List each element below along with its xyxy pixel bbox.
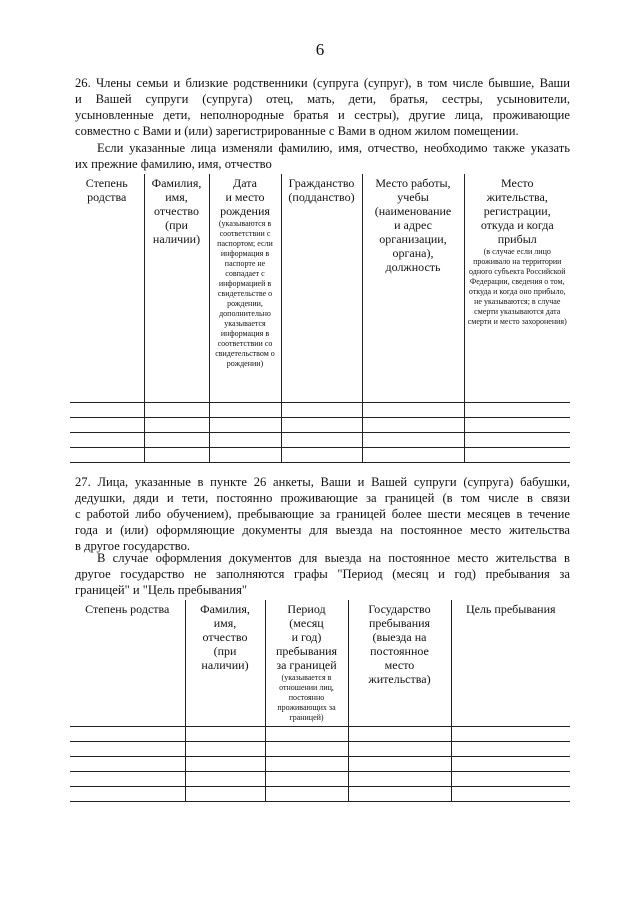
column-header-line: имя, (165, 190, 188, 204)
table-cell[interactable] (70, 741, 185, 756)
table-cell[interactable] (362, 402, 464, 417)
abroad-table-header (70, 600, 570, 726)
column-header-line: Место работы, (375, 176, 451, 190)
section-26-line: совместно с Вами и (или) зарегистрированные с Вами в одном жилом помещении. (75, 124, 519, 138)
table-cell[interactable] (70, 447, 144, 462)
relatives-table-body (70, 402, 570, 462)
column-header-line: пребывания (275, 644, 338, 658)
table-cell[interactable] (265, 726, 348, 741)
table-cell[interactable] (70, 402, 144, 417)
table-cell[interactable] (265, 771, 348, 786)
section-27-text (75, 474, 570, 554)
column-header (451, 600, 570, 726)
column-header-line: (подданство) (288, 190, 355, 204)
column-header-line: Государство (368, 602, 431, 616)
table-cell[interactable] (265, 756, 348, 771)
column-header (70, 174, 144, 402)
column-header-line: (при (213, 644, 237, 658)
section-26-line: и Вашей супруги (супруга) отец, мать, дети, братья, сестры, усыновители, (75, 92, 570, 106)
table-cell[interactable] (209, 417, 281, 432)
table-cell[interactable] (70, 786, 185, 801)
section-27-note-line: другое государство не заполняются графы "Период (месяц и год) пребывания за (75, 567, 570, 581)
section-26-note (75, 140, 570, 172)
column-header-line: (выезда на (372, 630, 427, 644)
table-row (70, 786, 570, 801)
column-header-line: откуда и когда (480, 218, 554, 232)
column-header-line: регистрации, (483, 204, 551, 218)
table-cell[interactable] (144, 402, 209, 417)
abroad-relatives-table (70, 600, 570, 802)
column-header-note: (указываются в соответствии с паспортом; если информация в паспорте не совпадает с информацией в свидетельстве о рождении, дополнительно указывается информация в соответствии со свидетельством о рождении) (215, 219, 275, 368)
column-header-line: постоянное (370, 644, 429, 658)
table-cell[interactable] (281, 402, 362, 417)
column-header-line: Цель пребывания (465, 602, 556, 616)
column-header-note: (указывается в отношении лиц, постоянно проживающих за границей) (277, 673, 336, 722)
table-cell[interactable] (281, 432, 362, 447)
table-cell[interactable] (348, 756, 451, 771)
table-cell[interactable] (464, 402, 570, 417)
table-row (70, 402, 570, 417)
column-header-line: учебы (397, 190, 429, 204)
column-header-line: организации, (379, 232, 447, 246)
table-cell[interactable] (144, 447, 209, 462)
table-cell[interactable] (348, 771, 451, 786)
relatives-table (70, 174, 570, 463)
column-header-line: место (384, 658, 415, 672)
section-26-note-line: Если указанные лица изменяли фамилию, имя, отчество, необходимо также указать (97, 141, 570, 155)
table-cell[interactable] (70, 432, 144, 447)
section-26-text (75, 75, 570, 139)
table-cell[interactable] (209, 447, 281, 462)
column-header-line: (месяц (289, 616, 324, 630)
column-header-line: и место (225, 190, 265, 204)
relatives-table-header (70, 174, 570, 402)
column-header-line: и адрес (394, 218, 432, 232)
column-header-line: органа), (392, 246, 434, 260)
section-27-note-line: В случае оформления документов для выезда на постоянное место жительства в (97, 551, 570, 565)
table-row (70, 756, 570, 771)
table-cell[interactable] (185, 756, 265, 771)
column-header (144, 174, 209, 402)
column-header-line: Дата (233, 176, 257, 190)
table-row (70, 771, 570, 786)
column-header-line: (при (165, 218, 188, 232)
column-header-line: Место (500, 176, 534, 190)
table-row (70, 447, 570, 462)
section-26-line: 26. Члены семьи и близкие родственники (супруга (супруг), в том числе бывшие, Ваши (75, 76, 570, 90)
table-cell[interactable] (451, 786, 570, 801)
table-cell[interactable] (265, 786, 348, 801)
column-header-line: Степень родства (85, 602, 170, 616)
table-cell[interactable] (70, 756, 185, 771)
section-27-line: с работой либо обучением), пребывающие за границей более шести месяцев в течение (75, 507, 570, 521)
table-cell[interactable] (185, 726, 265, 741)
table-cell[interactable] (185, 771, 265, 786)
table-cell[interactable] (464, 417, 570, 432)
column-header-note: (в случае если лицо проживало на территории одного субъекта Российской Федерации, сведения о том, откуда и когда оно прибыло, не указываются; в случае смерти указываются дата смерти и место захоронения) (467, 247, 567, 326)
table-cell[interactable] (348, 726, 451, 741)
column-header-line: наличии) (152, 232, 201, 246)
table-cell[interactable] (451, 726, 570, 741)
abroad-table-body (70, 726, 570, 801)
section-27-line: в другое государство. (75, 539, 191, 553)
table-cell[interactable] (464, 447, 570, 462)
table-cell[interactable] (209, 402, 281, 417)
column-header-line: жительства) (368, 672, 431, 686)
column-header-line: прибыл (497, 232, 537, 246)
section-27-note (75, 550, 570, 598)
table-cell[interactable] (281, 417, 362, 432)
section-27-line: 27. Лица, указанные в пункте 26 анкеты, Ваши и Вашей супруги (супруга) бабушки, (75, 475, 570, 489)
column-header-line: отчество (202, 630, 248, 644)
column-header-line: Фамилия, (200, 602, 250, 616)
table-row (70, 741, 570, 756)
table-cell[interactable] (70, 417, 144, 432)
column-header-line: отчество (154, 204, 199, 218)
column-header-line: Гражданство (288, 176, 355, 190)
column-header-line: имя, (213, 616, 237, 630)
column-header (185, 600, 265, 726)
table-row (70, 432, 570, 447)
section-27-note-line: границей" и "Цель пребывания" (75, 583, 248, 597)
section-27-line: года и (или) оформляющие документы для выезда на постоянное место жительства (75, 523, 570, 537)
table-row (70, 417, 570, 432)
table-cell[interactable] (144, 432, 209, 447)
column-header-line: рождения (220, 204, 270, 218)
section-26-note-line: их прежние фамилию, имя, отчество (75, 157, 272, 171)
table-cell[interactable] (464, 432, 570, 447)
column-header-line: наличии) (201, 658, 249, 672)
table-cell[interactable] (265, 741, 348, 756)
column-header-line: Фамилия, (151, 176, 202, 190)
table-row (70, 726, 570, 741)
table-cell[interactable] (144, 417, 209, 432)
column-header (265, 600, 348, 726)
column-header-line: и год) (291, 630, 322, 644)
table-cell[interactable] (348, 786, 451, 801)
column-header-line: Период (287, 602, 326, 616)
table-cell[interactable] (281, 447, 362, 462)
column-header-line: Степень (85, 176, 128, 190)
column-header-line: пребывания (368, 616, 431, 630)
table-cell[interactable] (185, 786, 265, 801)
column-header-line: (наименование (374, 204, 452, 218)
section-26-line: усыновленные дети, неполнородные братья и сестры), другие лица, проживающие (75, 108, 570, 122)
column-header-line: должность (385, 260, 441, 274)
table-cell[interactable] (362, 417, 464, 432)
table-cell[interactable] (362, 447, 464, 462)
column-header (464, 174, 570, 402)
table-cell[interactable] (348, 741, 451, 756)
column-header-line: за границей (276, 658, 337, 672)
page-number: 6 (315, 40, 325, 59)
column-header (362, 174, 464, 402)
table-cell[interactable] (209, 432, 281, 447)
column-header (70, 600, 185, 726)
table-cell[interactable] (185, 741, 265, 756)
column-header (209, 174, 281, 402)
table-cell[interactable] (362, 432, 464, 447)
table-cell[interactable] (451, 741, 570, 756)
table-cell[interactable] (70, 726, 185, 741)
table-cell[interactable] (70, 771, 185, 786)
section-27-line: дедушки, дяди и тети, постоянно проживающие за границей (в том числе в связи (75, 491, 570, 505)
column-header (348, 600, 451, 726)
column-header-line: родства (87, 190, 127, 204)
column-header-line: жительства, (486, 190, 548, 204)
table-cell[interactable] (451, 756, 570, 771)
column-header (281, 174, 362, 402)
table-cell[interactable] (451, 771, 570, 786)
